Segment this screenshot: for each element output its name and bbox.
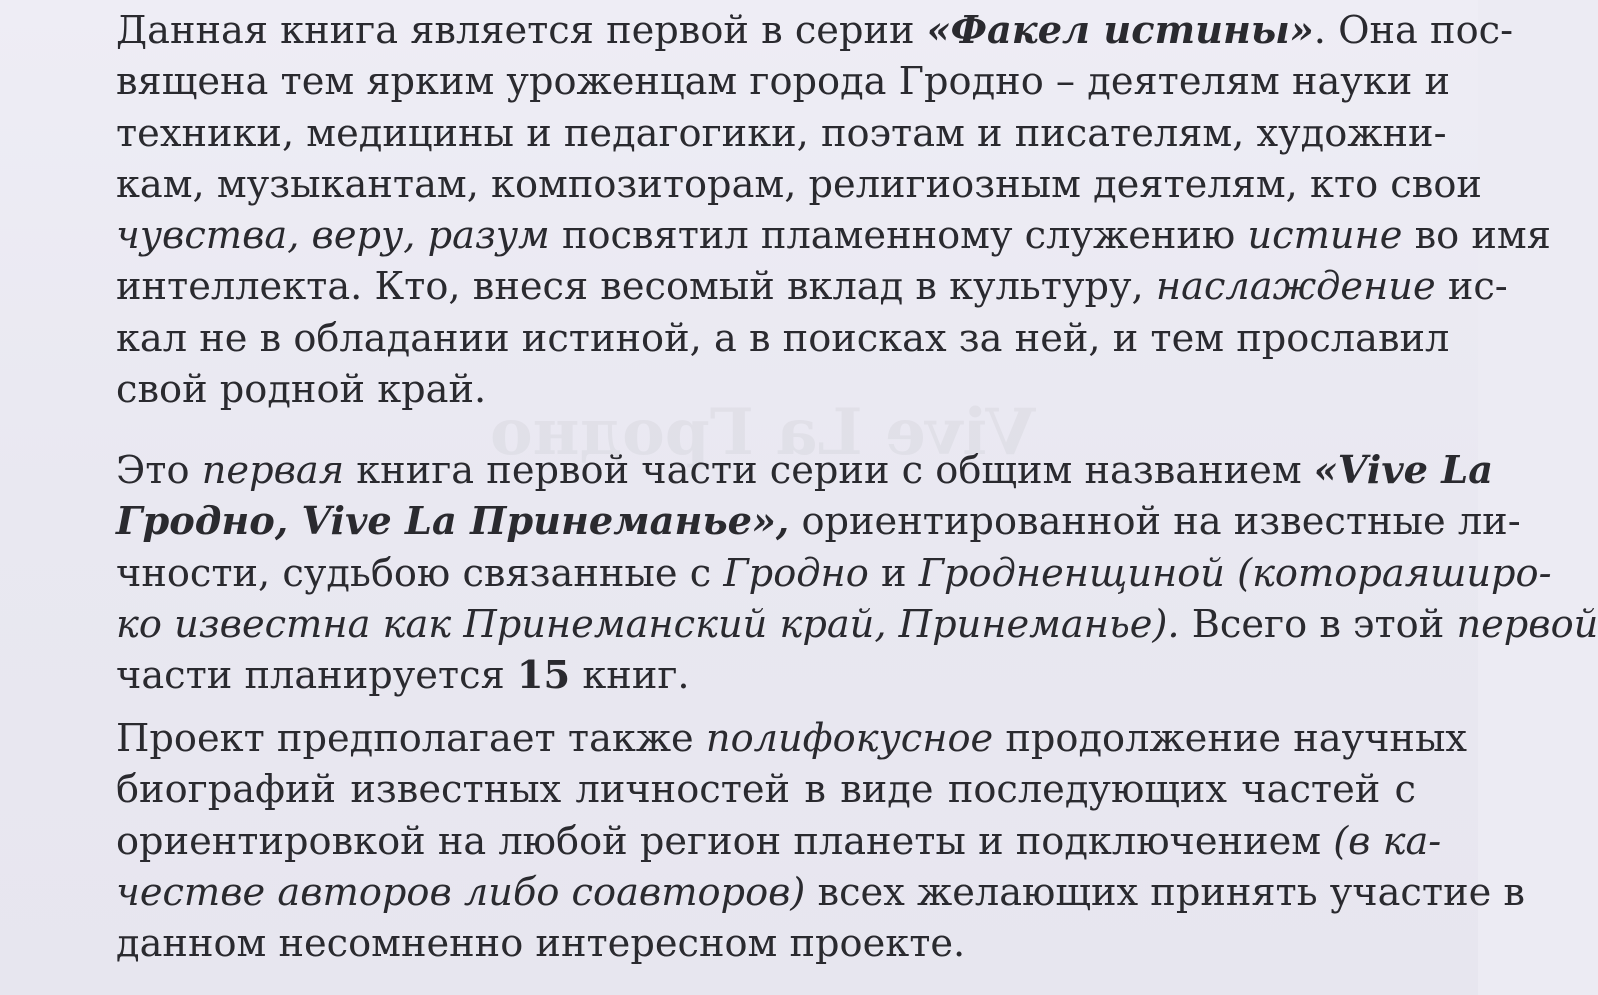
emphasis-run: 15 xyxy=(516,653,571,699)
text-line xyxy=(116,713,1468,764)
emphasis-run: честве авторов либо соавторов) xyxy=(116,869,806,915)
text-line xyxy=(116,5,1514,56)
text-run: части планируется xyxy=(116,653,517,699)
text-run: книга первой части серии с общим названием xyxy=(344,448,1314,493)
text-run: всех желающих принять участие в xyxy=(805,869,1525,915)
text-line xyxy=(116,918,1416,969)
emphasis-run: «Факел истины» xyxy=(926,8,1314,53)
emphasis-run: первая xyxy=(201,448,345,493)
text-run: ис- xyxy=(1435,264,1508,310)
text-line xyxy=(116,56,1450,107)
text-run: Данная книга является первой в серии xyxy=(116,8,927,53)
bleed-through-text: Vive La Гродно xyxy=(490,395,1036,470)
emphasis-run: Гродно, Vive La Принеманье», xyxy=(116,499,790,545)
emphasis-run: полифокусное xyxy=(705,716,994,761)
emphasis-run: истине xyxy=(1247,213,1403,259)
text-run: книг. xyxy=(570,653,690,699)
emphasis-run: наслаждение xyxy=(1155,264,1436,310)
text-run: посвятил пламенному служению xyxy=(549,213,1248,259)
paragraph-2 xyxy=(116,445,1598,701)
text-run: Проект предполагает также xyxy=(116,716,706,761)
emphasis-run: чувства, веру, разум xyxy=(116,213,550,259)
text-line xyxy=(116,764,1416,815)
emphasis-run: Гродно xyxy=(723,550,869,596)
emphasis-run: «Vive La xyxy=(1313,448,1494,493)
text-line xyxy=(116,313,1450,364)
text-run: биографий известных личностей в виде последующих частей с xyxy=(116,767,1416,813)
text-run: Это xyxy=(116,448,202,493)
text-run: кам, музыкантам, композиторам, религиозным деятелям, кто свои xyxy=(116,161,1482,207)
text-line xyxy=(116,364,1416,415)
text-run: продолжение научных xyxy=(993,716,1468,761)
text-line xyxy=(116,210,1551,261)
text-line xyxy=(116,650,1416,701)
text-run: . Она пос- xyxy=(1313,8,1514,53)
text-line xyxy=(116,108,1447,159)
text-run: интеллекта. Кто, внеся весомый вклад в культуру, xyxy=(116,264,1156,310)
text-run: ориентированной на известные ли- xyxy=(789,499,1521,545)
text-run: во имя xyxy=(1402,213,1551,259)
text-line xyxy=(116,548,1552,599)
text-run: и xyxy=(868,550,919,596)
text-run: чности, судьбою связанные с xyxy=(116,550,724,596)
text-line xyxy=(116,261,1508,312)
text-run: данном несомненно интересном проекте. xyxy=(116,921,966,967)
text-line xyxy=(116,599,1598,650)
text-run: кал не в обладании истиной, а в поисках за ней, и тем прославил xyxy=(116,315,1450,361)
emphasis-run: ко известна как Принеманский край, Принеманье). xyxy=(116,601,1180,647)
emphasis-run: (в ка- xyxy=(1333,818,1442,864)
text-line xyxy=(116,867,1525,918)
emphasis-run: первой xyxy=(1456,601,1598,647)
text-run: ориентировкой на любой регион планеты и подключением xyxy=(116,818,1334,864)
text-run: свой родной край. xyxy=(116,367,487,413)
text-line xyxy=(116,496,1521,547)
text-line xyxy=(116,159,1482,210)
emphasis-run: Гродненщиной (котораяширо- xyxy=(918,550,1552,596)
text-run: Всего в этой xyxy=(1179,601,1457,647)
paragraph-3 xyxy=(116,713,1525,969)
text-run: вящена тем ярким уроженцам города Гродно – деятелям науки и xyxy=(116,59,1450,105)
paragraph-1 xyxy=(116,5,1551,415)
text-line xyxy=(116,816,1442,867)
text-run: техники, медицины и педагогики, поэтам и писателям, художни- xyxy=(116,110,1447,156)
text-line xyxy=(116,445,1494,496)
